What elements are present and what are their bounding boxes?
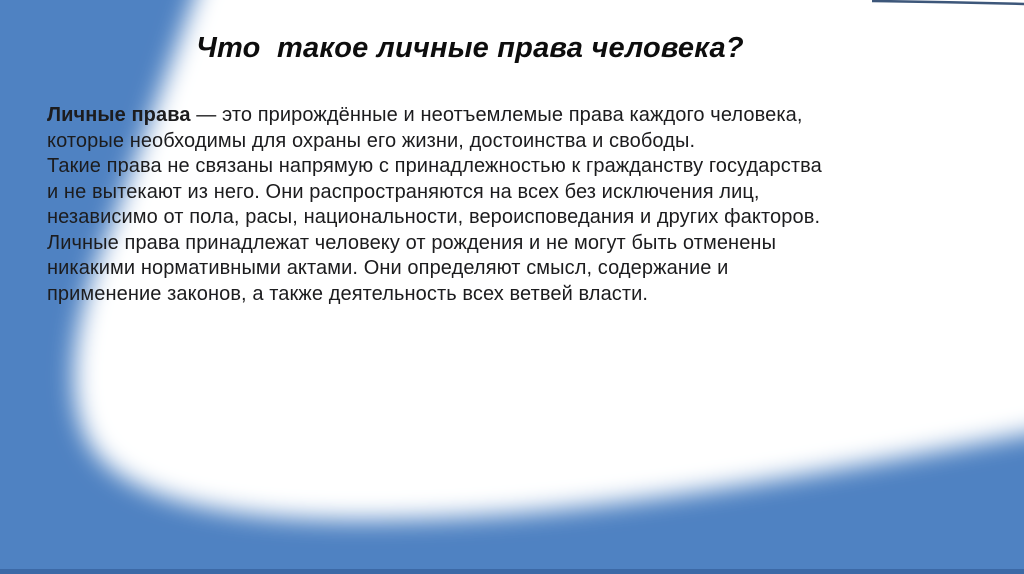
body-line xyxy=(47,205,957,231)
body-line-text: и не вытекают из него. Они распространяются на всех без исключения лиц, xyxy=(47,180,760,203)
body-line-text: — это прирождённые и неотъемлемые права каждого человека, xyxy=(190,104,803,126)
bottom-edge-line xyxy=(0,569,1024,574)
body-line-bold-lead: Личные права xyxy=(47,104,191,126)
body-line-text: применение законов, а также деятельность всех ветвей власти. xyxy=(47,282,649,305)
body-line-text: независимо от пола, расы, национальности, вероисповедания и других факторов. xyxy=(47,206,821,228)
body-line xyxy=(47,129,957,155)
slide-body-text xyxy=(47,103,957,307)
body-line xyxy=(47,103,957,129)
body-line xyxy=(47,154,957,180)
slide-title: Что такое личные права человека? xyxy=(196,32,744,64)
body-line-text: никакими нормативными актами. Они определяют смысл, содержание и xyxy=(47,257,729,279)
body-line-text: которые необходимы для охраны его жизни, достоинства и свободы. xyxy=(47,129,696,152)
body-line xyxy=(47,282,957,308)
body-line xyxy=(47,256,957,282)
body-line xyxy=(47,180,957,206)
body-line-text: Такие права не связаны напрямую с принадлежностью к гражданству государства xyxy=(47,155,822,177)
body-line-text: Личные права принадлежат человеку от рождения и не могут быть отменены xyxy=(47,231,777,254)
body-line xyxy=(47,231,957,257)
